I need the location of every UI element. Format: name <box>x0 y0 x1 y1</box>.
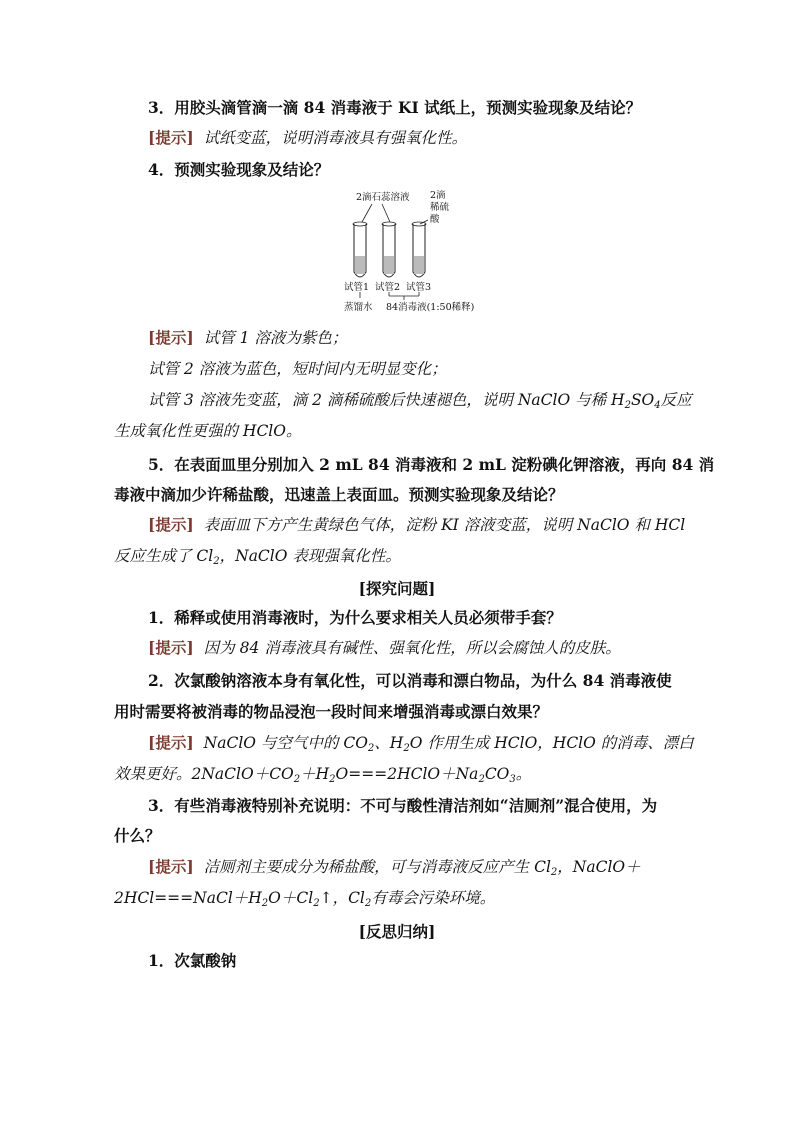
question-5-line-1: 5．在表面皿里分别加入 2 mL 84 消毒液和 2 mL 淀粉碘化钾溶液，再向 84 消 <box>148 455 715 474</box>
explore-answer-1: [提示] 因为 84 消毒液具有碱性、强氧化性，所以会腐蚀人的皮肤。 <box>148 638 621 657</box>
answer-4-line-3: 试管 3 溶液先变蓝，滴 2 滴稀硫酸后快速褪色，说明 NaClO 与稀 $H_2SO_4$反应 <box>148 391 692 411</box>
answer-4-line-4: 生成氧化性更强的 HClO。 <box>114 422 302 440</box>
explore-answer-2-line-1: [提示] NaClO 与空气中的 $CO_2$、$H_2O$ 作用生成 HClO，HClO 的消毒、漂白 <box>148 733 694 754</box>
explore-answer-3-line-1: [提示] 洁厕剂主要成分为稀盐酸，可与消毒液反应产生 $Cl_2$，NaClO＋ <box>148 857 641 878</box>
test-tube-diagram <box>340 190 490 320</box>
tip-label: [提示] <box>148 328 194 347</box>
test-tubes-figure <box>340 190 490 320</box>
section-explore-heading: [探究问题] <box>358 579 436 598</box>
explore-question-3-line-2: 什么？ <box>114 826 161 845</box>
question-5-line-2: 毒液中滴加少许稀盐酸，迅速盖上表面皿。预测实验现象及结论？ <box>114 485 564 504</box>
label-litmus: 2滴石蕊溶液 <box>356 192 410 203</box>
label-bleach: 84消毒液(1:50稀释) <box>386 302 475 313</box>
reflect-item-1: 1．次氯酸钠 <box>148 951 237 970</box>
label-tube-3: 试管3 <box>406 282 432 293</box>
explore-question-1: 1．稀释或使用消毒液时，为什么要求相关人员必须带手套？ <box>148 608 562 627</box>
label-acid-1: 2滴 <box>430 190 446 201</box>
explore-question-2-line-2: 用时需要将被消毒的物品浸泡一段时间来增强消毒或漂白效果？ <box>114 702 549 721</box>
label-tube-2: 试管2 <box>375 282 401 293</box>
answer-5-line-1: [提示] 表面皿下方产生黄绿色气体，淀粉 KI 溶液变蓝，说明 NaClO 和 HCl <box>148 515 686 534</box>
tip-label: [提示] <box>148 515 194 534</box>
explore-answer-2-line-2: 效果更好。$2NaClO+CO_2+H_2O===2HClO+Na_2CO_3$。 <box>114 765 532 785</box>
tip-label: [提示] <box>148 857 194 876</box>
answer-3-text: 试纸变蓝，说明消毒液具有强氧化性。 <box>203 129 468 147</box>
answer-4-line-2: 试管 2 溶液为蓝色，短时间内无明显变化； <box>148 360 447 378</box>
tip-label: [提示] <box>148 733 194 752</box>
question-3: 3．用胶头滴管滴一滴 84 消毒液于 KI 试纸上，预测实验现象及结论？ <box>148 98 642 117</box>
tip-label: [提示] <box>148 128 194 147</box>
explore-answer-3-line-2: $2HCl===NaCl+H_2O+Cl_2↑$，$Cl_2$有毒会污染环境。 <box>114 889 496 909</box>
label-tube-1: 试管1 <box>344 282 370 293</box>
label-water: 蒸馏水 <box>344 302 373 313</box>
section-reflect-heading: [反思归纳] <box>358 922 436 941</box>
explore-question-3-line-1: 3．有些消毒液特别补充说明：不可与酸性清洁剂如“洁厕剂”混合使用，为 <box>148 796 658 815</box>
answer-5-line-2: 反应生成了 $Cl_2$，NaClO 表现强氧化性。 <box>114 547 401 567</box>
label-acid-2: 稀硫 <box>430 202 450 213</box>
question-4: 4．预测实验现象及结论？ <box>148 160 330 179</box>
explore-question-2-line-1: 2．次氯酸钠溶液本身有氧化性，可以消毒和漂白物品，为什么 84 消毒液使 <box>148 671 672 690</box>
answer-4-line-1: [提示] 试管 1 溶液为紫色； <box>148 328 348 347</box>
tip-label: [提示] <box>148 638 194 657</box>
label-acid-3: 酸 <box>430 214 440 225</box>
answer-3 <box>148 128 467 148</box>
